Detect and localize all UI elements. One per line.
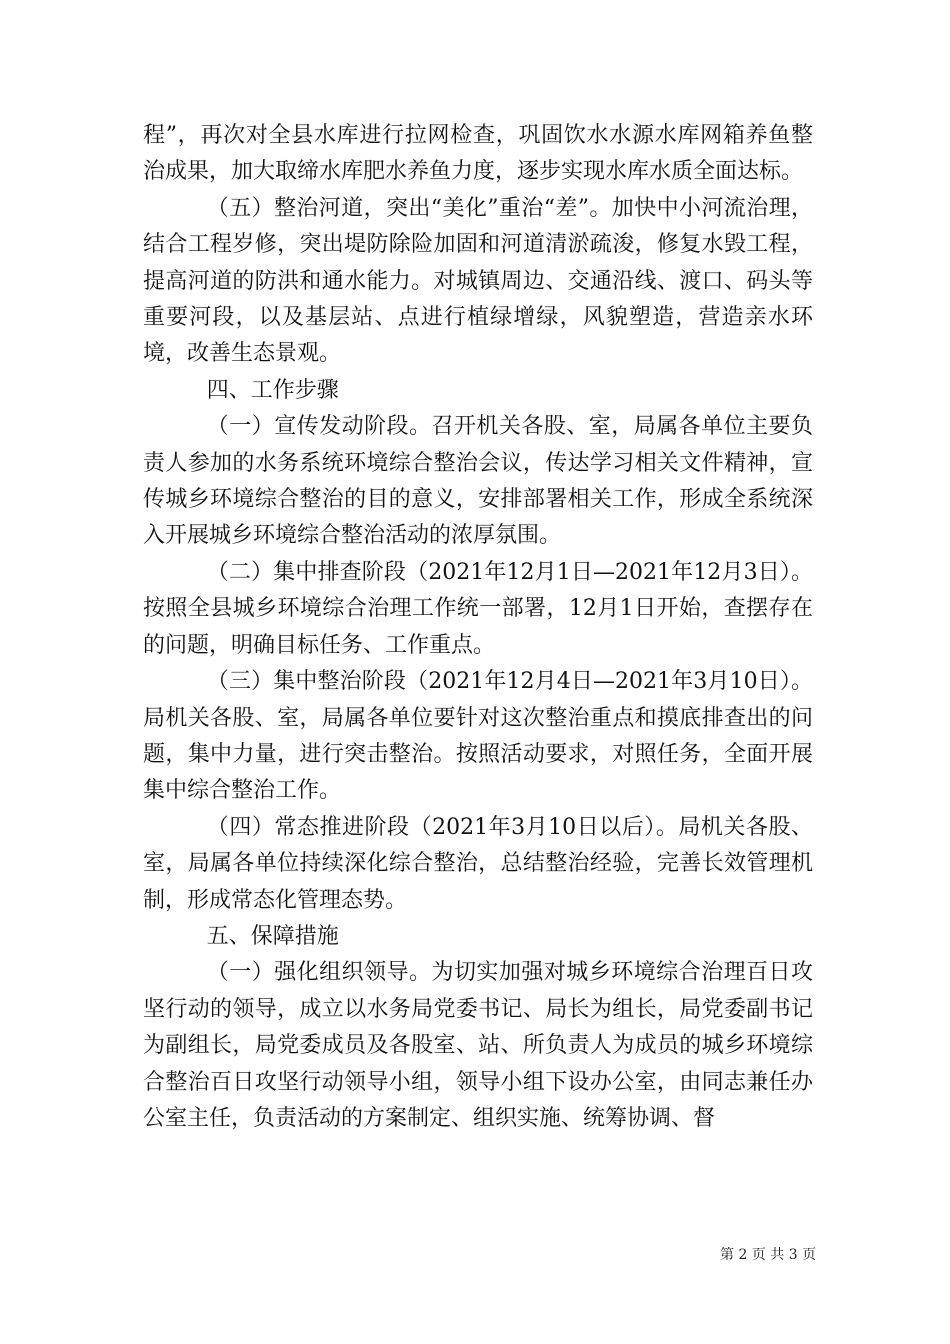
- paragraph-organization-leadership: （一）强化组织领导。为切实加强对城乡环境综合治理百日攻坚行动的领导，成立以水务局党委书记、局长为组长，局党委副书记为副组长，局党委成员及各股室、站、所负责人为成员的城乡环境综合整治百日攻坚行动领导小组，领导小组下设办公室，由同志兼任办公室主任，负责活动的方案制定、组织实施、统筹协调、督: [143, 960, 813, 1131]
- page-number-footer: 第 2 页 共 3 页: [720, 1247, 817, 1263]
- paragraph-river-regulation: （五）整治河道，突出“美化”重治“差”。加快中小河流治理，结合工程岁修，突出堤防除险加固和河道清淤疏浚，修复水毁工程，提高河道的防洪和通水能力。对城镇周边、交通沿线、渡口、码头等重要河段，以及基层站、点进行植绿增绿，风貌塑造，营造亲水环境，改善生态景观。: [143, 195, 813, 367]
- heading-work-steps: 四、工作步骤: [206, 377, 339, 403]
- paragraph-publicity-stage: （一）宣传发动阶段。召开机关各股、室，局属各单位主要负责人参加的水务系统环境综合整治会议，传达学习相关文件精神，宣传城乡环境综合整治的目的意义，安排部署相关工作，形成全系统深入开展城乡环境综合整治活动的浓厚氛围。: [143, 414, 813, 549]
- heading-safeguard-measures: 五、保障措施: [206, 923, 339, 949]
- paragraph-reservoir-continuation: 程”，再次对全县水库进行拉网检查，巩固饮水水源水库网箱养鱼整治成果，加大取缔水库肥水养鱼力度，逐步实现水库水质全面达标。: [143, 123, 813, 185]
- paragraph-normalization-stage: （四）常态推进阶段（2021年3月10日以后）。局机关各股、室，局属各单位持续深化综合整治，总结整治经验，完善长效管理机制，形成常态化管理态势。: [143, 814, 813, 913]
- paragraph-rectification-stage: （三）集中整治阶段（2021年12月4日—2021年3月10日）。局机关各股、室，局属各单位要针对这次整治重点和摸底排查出的问题，集中力量，进行突击整治。按照活动要求，对照任务，全面开展集中综合整治工作。: [143, 669, 813, 804]
- document-body: [143, 118, 813, 1137]
- paragraph-inspection-stage: （二）集中排查阶段（2021年12月1日—2021年12月3日）。按照全县城乡环境综合治理工作统一部署，12月1日开始，查摆存在的问题，明确目标任务、工作重点。: [143, 559, 813, 658]
